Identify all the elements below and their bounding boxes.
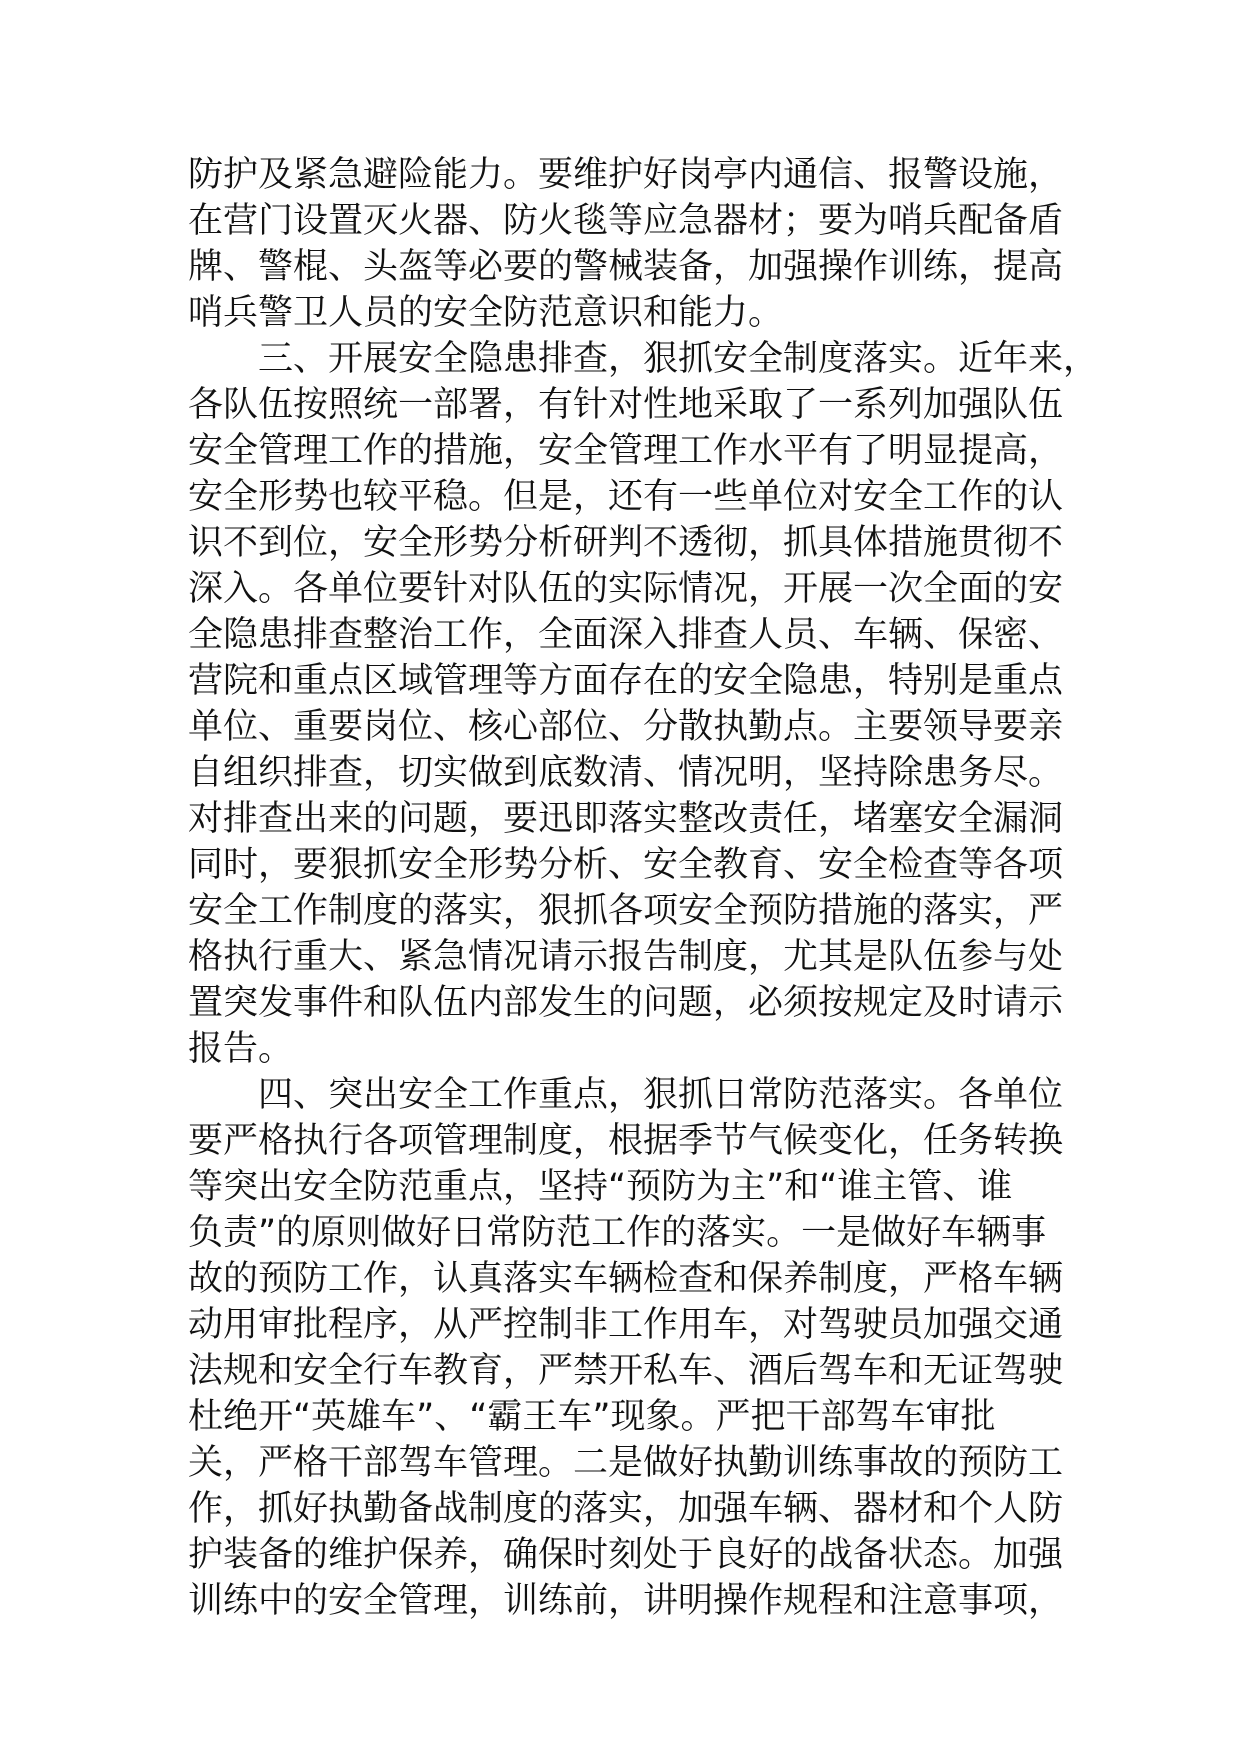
text-line: 各队伍按照统一部署，有针对性地采取了一系列加强队伍 (188, 385, 1064, 425)
text-line: 安全管理工作的措施，安全管理工作水平有了明显提高， (188, 431, 1064, 471)
text-line: 自组织排查，切实做到底数清、情况明，坚持除患务尽。 (188, 753, 1064, 793)
text-line: 在营门设置灭火器、防火毯等应急器材；要为哨兵配备盾 (188, 201, 1064, 241)
text-line: 安全形势也较平稳。但是，还有一些单位对安全工作的认 (188, 477, 1064, 517)
text-line: 同时，要狠抓安全形势分析、安全教育、安全检查等各项 (188, 845, 1064, 885)
text-line: 杜绝开“英雄车”、“霸王车”现象。严把干部驾车审批 (188, 1397, 996, 1437)
section-heading-line: 三、开展安全隐患排查，狠抓安全制度落实。近年来， (258, 339, 1099, 379)
text-line: 护装备的维护保养，确保时刻处于良好的战备状态。加强 (188, 1535, 1064, 1575)
text-line: 训练中的安全管理，训练前，讲明操作规程和注意事项， (188, 1581, 1064, 1621)
text-line: 负责”的原则做好日常防范工作的落实。一是做好车辆事 (188, 1213, 1047, 1253)
body-text (188, 152, 1099, 1624)
text-line: 营院和重点区域管理等方面存在的安全隐患，特别是重点 (188, 661, 1064, 701)
text-line: 报告。 (188, 1029, 294, 1069)
text-line: 安全工作制度的落实，狠抓各项安全预防措施的落实，严 (188, 891, 1064, 931)
text-line: 关，严格干部驾车管理。二是做好执勤训练事故的预防工 (188, 1443, 1064, 1483)
text-line: 单位、重要岗位、核心部位、分散执勤点。主要领导要亲 (188, 707, 1064, 747)
text-line: 法规和安全行车教育，严禁开私车、酒后驾车和无证驾驶 (188, 1351, 1064, 1391)
text-line: 动用审批程序，从严控制非工作用车，对驾驶员加强交通 (188, 1305, 1064, 1345)
text-line: 防护及紧急避险能力。要维护好岗亭内通信、报警设施， (188, 155, 1064, 195)
text-line: 牌、警棍、头盔等必要的警械装备，加强操作训练，提高 (188, 247, 1064, 287)
section-heading-line: 四、突出安全工作重点，狠抓日常防范落实。各单位 (258, 1075, 1064, 1115)
text-line: 对排查出来的问题，要迅即落实整改责任，堵塞安全漏洞 (188, 799, 1064, 839)
text-line: 作，抓好执勤备战制度的落实，加强车辆、器材和个人防 (188, 1489, 1064, 1529)
text-line: 格执行重大、紧急情况请示报告制度，尤其是队伍参与处 (188, 937, 1064, 977)
text-line: 深入。各单位要针对队伍的实际情况，开展一次全面的安 (188, 569, 1064, 609)
text-line: 哨兵警卫人员的安全防范意识和能力。 (188, 293, 784, 333)
text-line: 识不到位，安全形势分析研判不透彻，抓具体措施贯彻不 (188, 523, 1064, 563)
text-line: 置突发事件和队伍内部发生的问题，必须按规定及时请示 (188, 983, 1064, 1023)
text-line: 等突出安全防范重点，坚持“预防为主”和“谁主管、谁 (188, 1167, 1013, 1207)
text-line: 全隐患排查整治工作，全面深入排查人员、车辆、保密、 (188, 615, 1064, 655)
text-line: 要严格执行各项管理制度，根据季节气候变化，任务转换 (188, 1121, 1064, 1161)
text-line: 故的预防工作，认真落实车辆检查和保养制度，严格车辆 (188, 1259, 1064, 1299)
